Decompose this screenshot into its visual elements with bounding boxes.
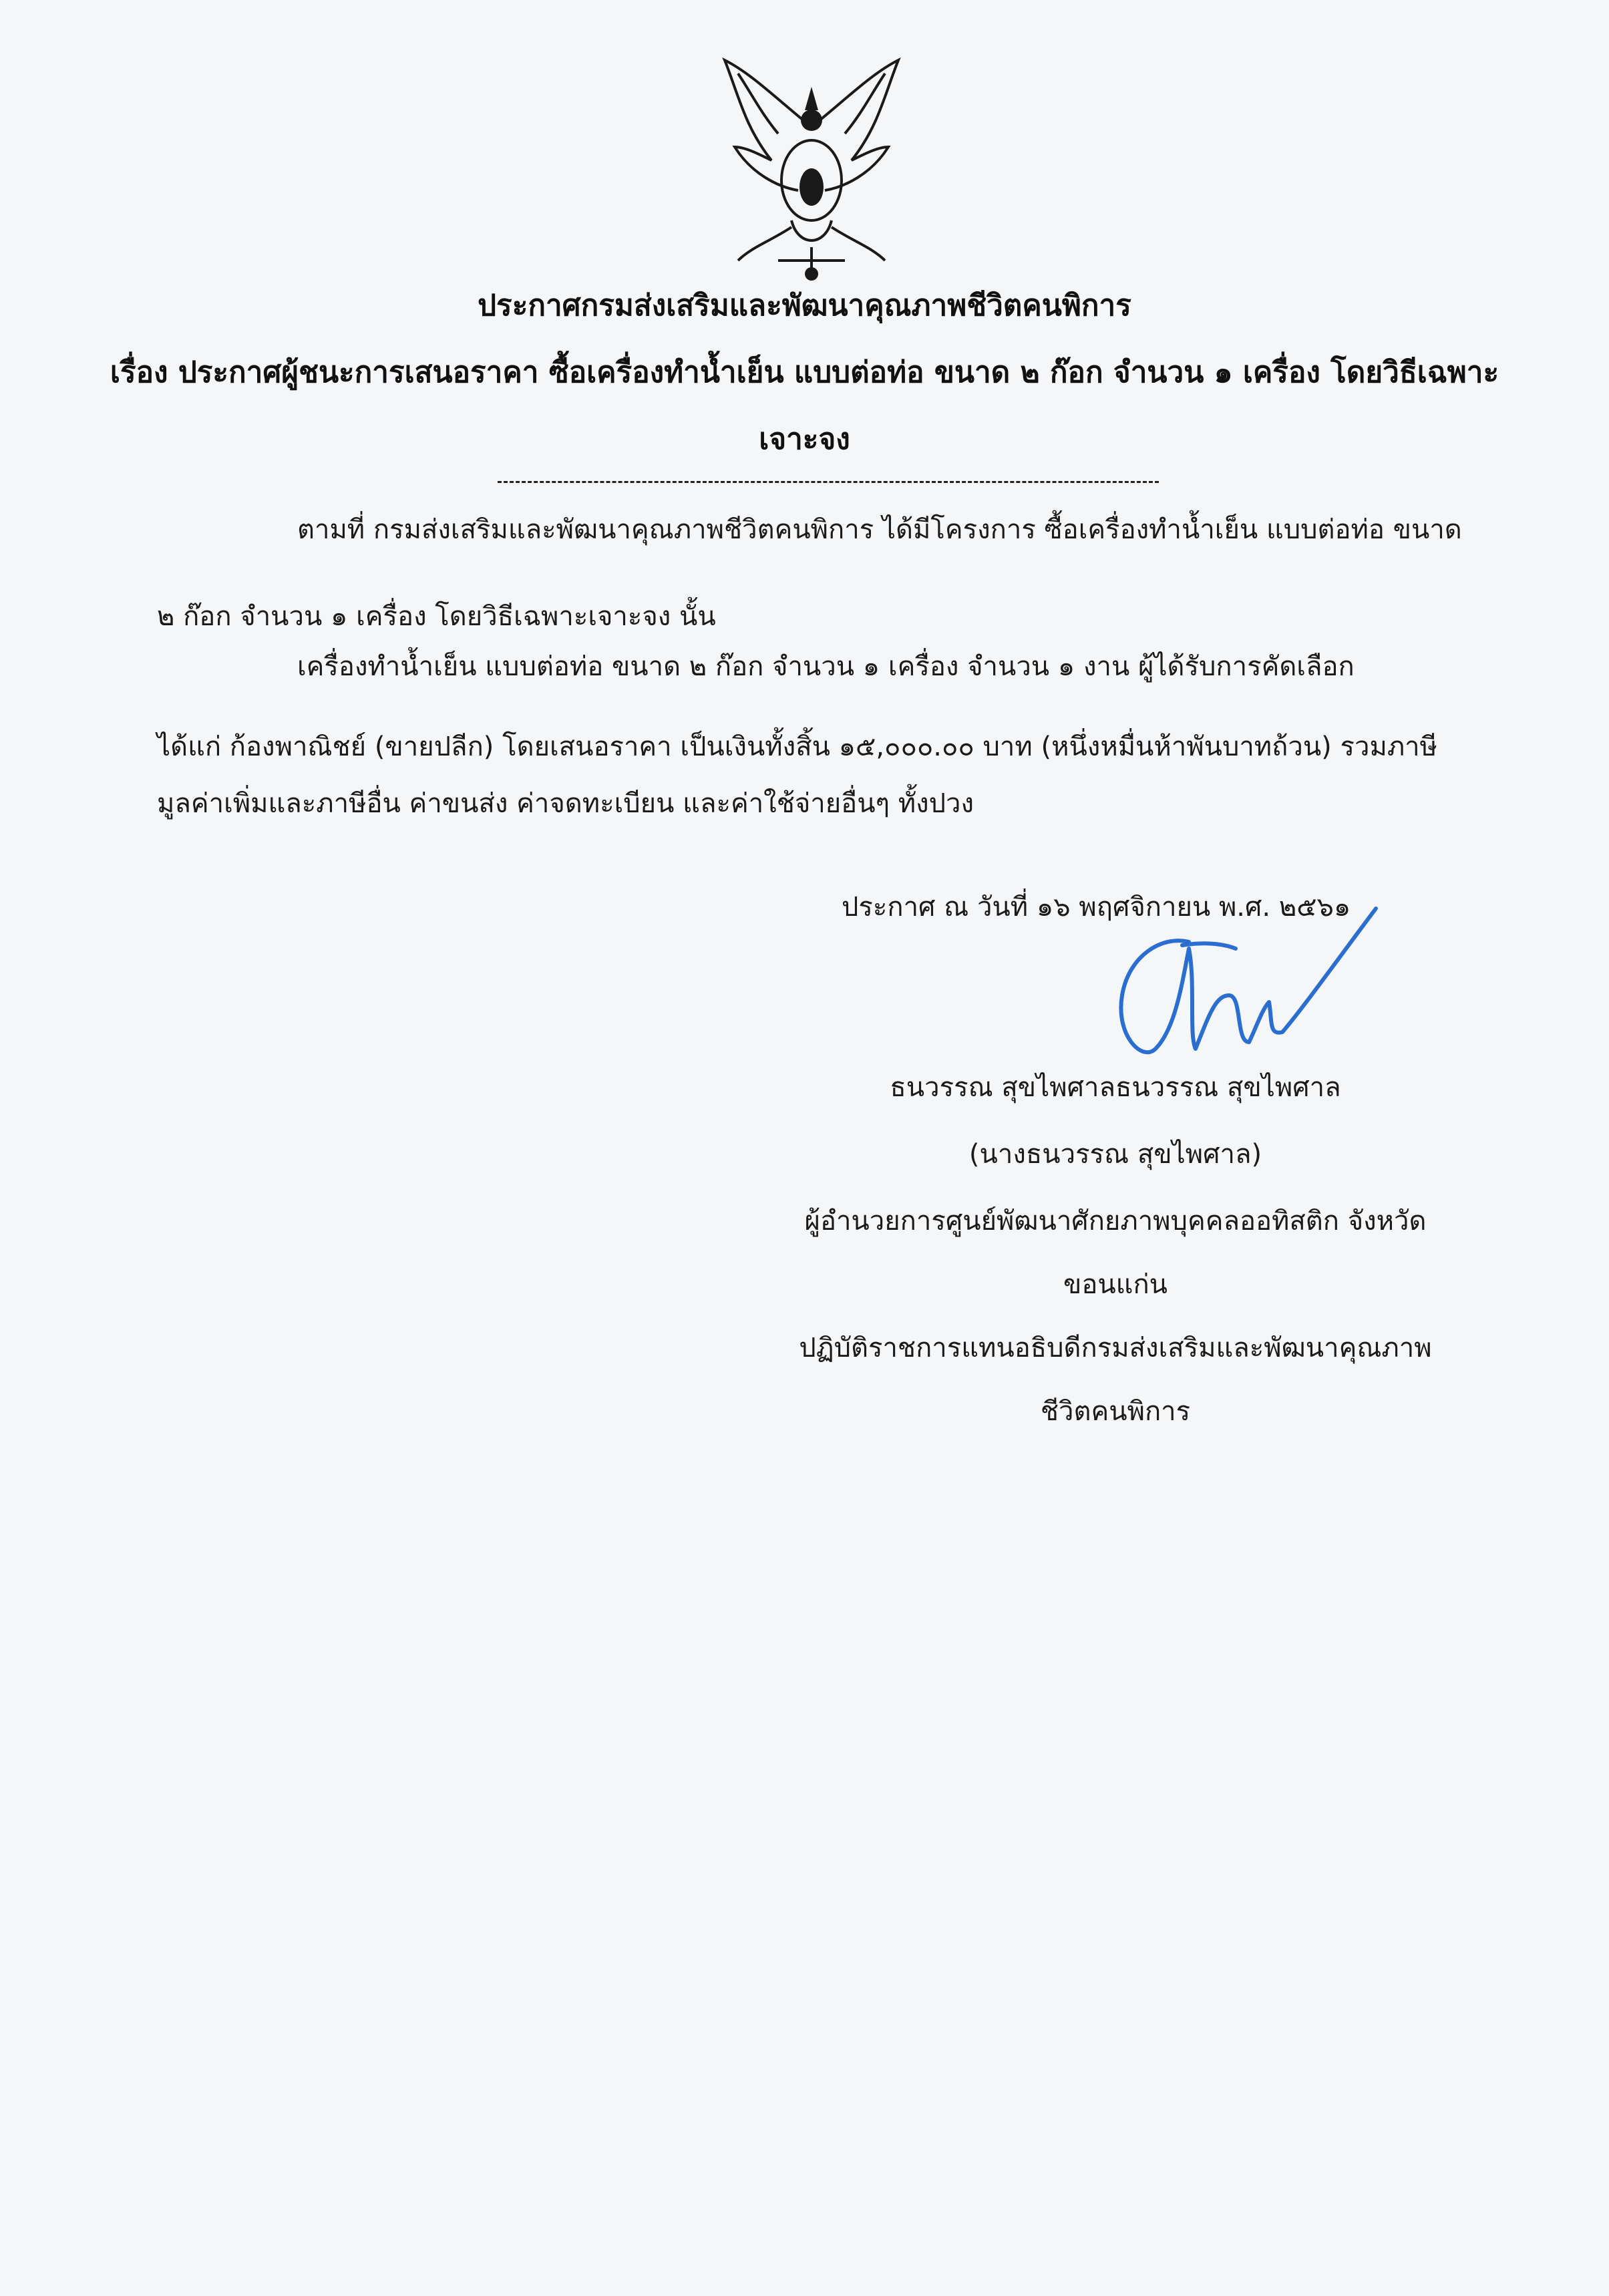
- paragraph-2-line-2: ได้แก่ ก้องพาณิชย์ (ขายปลีก) โดยเสนอราคา เป็นเงินทั้งสิ้น ๑๕,๐๐๐.๐๐ บาท (หนึ่งหมื่นห้าพันบาทถ้วน) รวมภาษี: [157, 731, 1438, 762]
- signatory-position-line-2: ขอนแก่น: [1063, 1269, 1168, 1300]
- paragraph-1-line-2: ๒ ก๊อก จำนวน ๑ เครื่อง โดยวิธีเฉพาะเจาะจง นั้น: [157, 601, 716, 632]
- dashed-divider: [498, 481, 1159, 483]
- subject-line: เรื่อง ประกาศผู้ชนะการเสนอราคา ซื้อเครื่องทำน้ำเย็น แบบต่อท่อ ขนาด ๒ ก๊อก จำนวน ๑ เครื่อง โดยวิธีเฉพาะ: [110, 355, 1499, 389]
- subject-line-continued: เจาะจง: [759, 422, 850, 456]
- paragraph-2-line-3: มูลค่าเพิ่มและภาษีอื่น ค่าขนส่ง ค่าจดทะเบียน และค่าใช้จ่ายอื่นๆ ทั้งปวง: [157, 788, 974, 819]
- signatory-position-line-1: ผู้อำนวยการศูนย์พัฒนาศักยภาพบุคคลออทิสติก จังหวัด: [804, 1206, 1427, 1237]
- paragraph-1-line-1: ตามที่ กรมส่งเสริมและพัฒนาคุณภาพชีวิตคนพิการ ได้มีโครงการ ซื้อเครื่องทำน้ำเย็น แบบต่อท่อ ขนาด: [297, 514, 1462, 545]
- signatory-position-line-3: ปฏิบัติราชการแทนอธิบดีกรมส่งเสริมและพัฒนาคุณภาพ: [799, 1333, 1432, 1363]
- garuda-emblem-icon: [698, 47, 925, 287]
- paragraph-2-line-1: เครื่องทำน้ำเย็น แบบต่อท่อ ขนาด ๒ ก๊อก จำนวน ๑ เครื่อง จำนวน ๑ งาน ผู้ได้รับการคัดเลือก: [297, 651, 1355, 682]
- signatory-position-line-4: ชีวิตคนพิการ: [1040, 1396, 1191, 1427]
- signatory-name-line: ธนวรรณ สุขไพศาลธนวรรณ สุขไพศาล: [890, 1072, 1341, 1103]
- announcement-date: ประกาศ ณ วันที่ ๑๖ พฤศจิกายน พ.ศ. ๒๕๖๑: [842, 892, 1351, 923]
- signatory-printed-name: (นางธนวรรณ สุขไพศาล): [968, 1139, 1262, 1170]
- announcement-title: ประกาศกรมส่งเสริมและพัฒนาคุณภาพชีวิตคนพิการ: [478, 289, 1131, 323]
- handwritten-signature: [1082, 895, 1416, 1096]
